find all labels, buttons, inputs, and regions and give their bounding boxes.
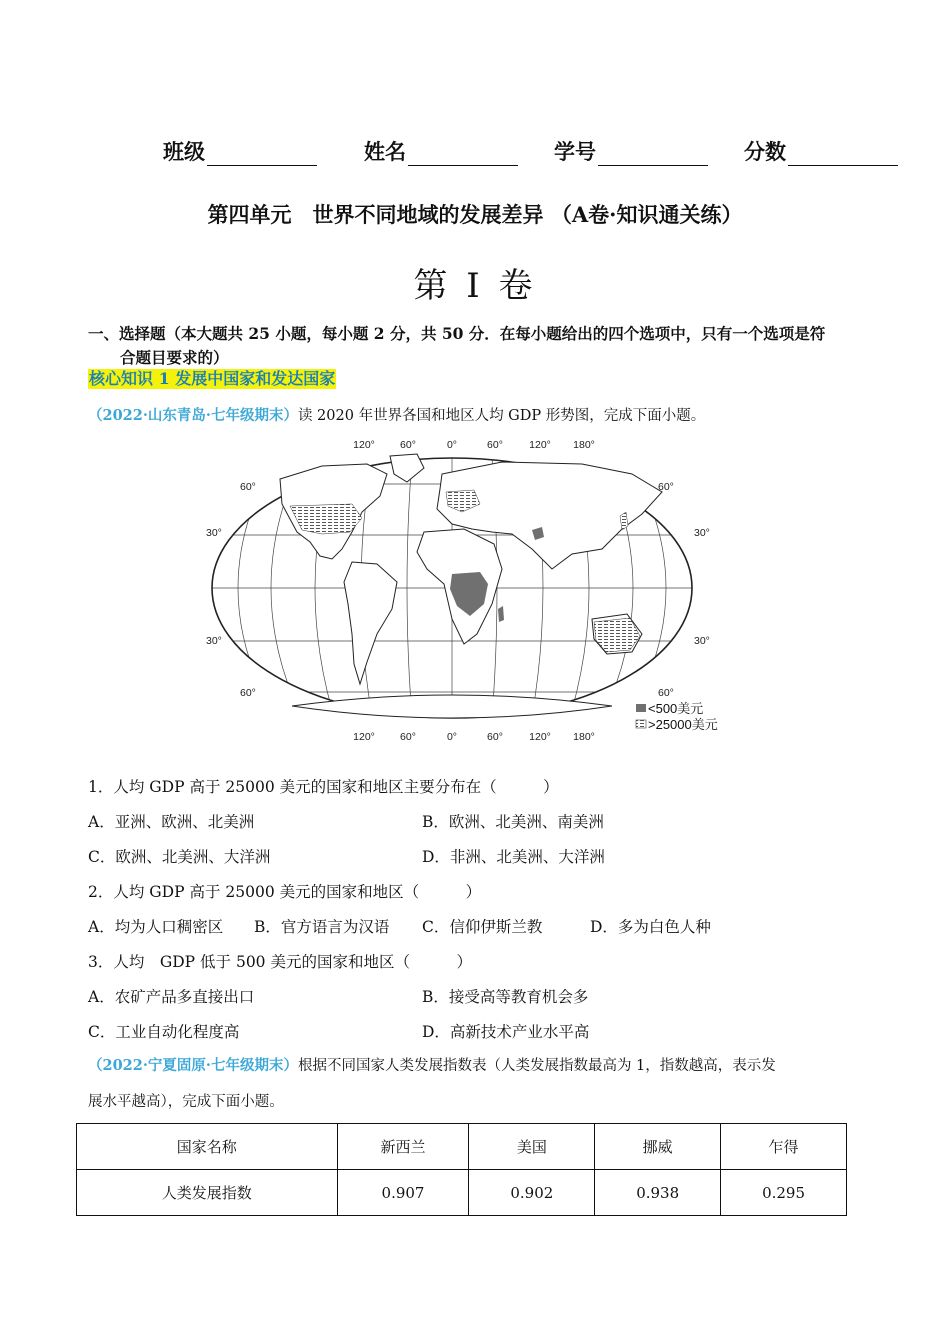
table-header-cell: 挪威 bbox=[595, 1124, 721, 1170]
lat-label: 30° bbox=[206, 635, 222, 647]
class-field[interactable] bbox=[163, 136, 317, 166]
legend-high-swatch bbox=[636, 720, 646, 728]
lat-label: 60° bbox=[240, 687, 256, 699]
map-svg bbox=[202, 434, 750, 746]
q2-option-c[interactable]: C．信仰伊斯兰教 bbox=[422, 918, 543, 936]
q3-option-c[interactable]: C．工业自动化程度高 bbox=[88, 1023, 240, 1041]
part-title: 第 I 卷 bbox=[413, 266, 537, 306]
table-header-cell: 新西兰 bbox=[337, 1124, 469, 1170]
q2-option-d[interactable]: D．多为白色人种 bbox=[590, 918, 711, 936]
lat-label: 60° bbox=[240, 481, 256, 493]
legend-low-label: <500美元 bbox=[648, 701, 704, 716]
lat-labels-left bbox=[206, 481, 256, 699]
score-label: 分数 bbox=[744, 139, 786, 164]
class-blank[interactable] bbox=[207, 141, 317, 166]
table-cell: 0.907 bbox=[337, 1170, 469, 1216]
lon-labels-bottom bbox=[353, 731, 595, 743]
q3-option-b[interactable]: B．接受高等教育机会多 bbox=[422, 988, 589, 1006]
question-2-stem: 2．人均 GDP 高于 25000 美元的国家和地区（ ） bbox=[88, 883, 482, 901]
student-id-field[interactable] bbox=[554, 136, 708, 166]
lon-label: 60° bbox=[487, 439, 503, 451]
hdi-intro-text2: 展水平越高），完成下面小题。 bbox=[88, 1094, 284, 1110]
hdi-intro-text1: 根据不同国家人类发展指数表（人类发展指数最高为 1，指数越高，表示发 bbox=[297, 1058, 776, 1074]
lon-label: 0° bbox=[446, 731, 458, 743]
lon-label: 120° bbox=[353, 439, 375, 451]
student-info-line bbox=[0, 136, 950, 168]
lat-label: 60° bbox=[658, 687, 674, 699]
table-header-cell: 国家名称 bbox=[77, 1124, 338, 1170]
legend-low-swatch bbox=[636, 704, 646, 712]
section-heading bbox=[88, 322, 878, 370]
name-field[interactable] bbox=[364, 136, 518, 166]
q1-option-d[interactable]: D．非洲、北美洲、大洋洲 bbox=[422, 848, 605, 866]
table-cell: 0.938 bbox=[595, 1170, 721, 1216]
lon-label: 60° bbox=[400, 731, 416, 743]
lon-label: 120° bbox=[529, 439, 551, 451]
q1-option-a[interactable]: A．亚洲、欧洲、北美洲 bbox=[88, 813, 255, 831]
student-id-blank[interactable] bbox=[598, 141, 708, 166]
section-heading-line1: 一、选择题（本大题共 25 小题，每小题 2 分，共 50 分．在每小题给出的四个选项中，只有一个选项是符 bbox=[88, 324, 826, 343]
lat-label: 60° bbox=[658, 481, 674, 493]
lon-label: 0° bbox=[446, 439, 458, 451]
hdi-intro-line1 bbox=[88, 1051, 878, 1081]
question-3-stem: 3．人均 GDP 低于 500 美元的国家和地区（ ） bbox=[88, 953, 472, 971]
core-knowledge-heading: 核心知识 1 发展中国家和发达国家 bbox=[89, 369, 336, 388]
lon-labels-top bbox=[353, 439, 595, 451]
low-gdp-madagascar bbox=[498, 606, 504, 622]
lon-label: 180° bbox=[573, 731, 595, 743]
name-blank[interactable] bbox=[408, 141, 518, 166]
table-header-cell: 美国 bbox=[469, 1124, 595, 1170]
map-legend bbox=[636, 701, 718, 732]
unit-title: 第四单元 世界不同地域的发展差异 （A卷·知识通关练） bbox=[207, 202, 743, 227]
intro-text: 读 2020 年世界各国和地区人均 GDP 形势图，完成下面小题。 bbox=[297, 408, 706, 424]
question-source: （2022·宁夏固原·七年级期末） bbox=[88, 1057, 298, 1074]
map-question-intro bbox=[88, 401, 705, 431]
q3-option-a[interactable]: A．农矿产品多直接出口 bbox=[88, 988, 255, 1006]
table-cell: 0.295 bbox=[721, 1170, 847, 1216]
lon-label: 180° bbox=[573, 439, 595, 451]
table-header-cell: 乍得 bbox=[721, 1124, 847, 1170]
lat-label: 30° bbox=[206, 527, 222, 539]
score-field[interactable] bbox=[744, 136, 898, 166]
q2-option-a[interactable]: A．均为人口稠密区 bbox=[88, 918, 224, 936]
table-header-row bbox=[77, 1124, 847, 1170]
question-source: （2022·山东青岛·七年级期末） bbox=[88, 407, 298, 424]
name-label: 姓名 bbox=[364, 139, 406, 164]
hdi-table bbox=[76, 1123, 847, 1216]
table-cell: 人类发展指数 bbox=[77, 1170, 338, 1216]
lat-label: 30° bbox=[694, 635, 710, 647]
q3-option-d[interactable]: D．高新技术产业水平高 bbox=[422, 1023, 590, 1041]
hdi-question-intro bbox=[88, 1051, 878, 1117]
greenland bbox=[390, 454, 424, 482]
class-label: 班级 bbox=[163, 139, 205, 164]
table-cell: 0.902 bbox=[469, 1170, 595, 1216]
q1-option-c[interactable]: C．欧洲、北美洲、大洋洲 bbox=[88, 848, 271, 866]
section-heading-line2: 合题目要求的） bbox=[120, 348, 229, 367]
lat-label: 30° bbox=[694, 527, 710, 539]
q2-option-b[interactable]: B．官方语言为汉语 bbox=[254, 918, 390, 936]
score-blank[interactable] bbox=[788, 141, 898, 166]
question-1-stem: 1．人均 GDP 高于 25000 美元的国家和地区主要分布在（ ） bbox=[88, 778, 559, 796]
table-row bbox=[77, 1170, 847, 1216]
antarctica bbox=[292, 695, 612, 718]
q1-option-b[interactable]: B．欧洲、北美洲、南美洲 bbox=[422, 813, 604, 831]
student-id-label: 学号 bbox=[554, 139, 596, 164]
lon-label: 120° bbox=[529, 731, 551, 743]
world-gdp-map bbox=[202, 434, 750, 746]
legend-high-label: >25000美元 bbox=[648, 717, 718, 732]
south-america bbox=[344, 562, 397, 684]
lon-label: 120° bbox=[353, 731, 375, 743]
lon-label: 60° bbox=[487, 731, 503, 743]
lon-label: 60° bbox=[400, 439, 416, 451]
